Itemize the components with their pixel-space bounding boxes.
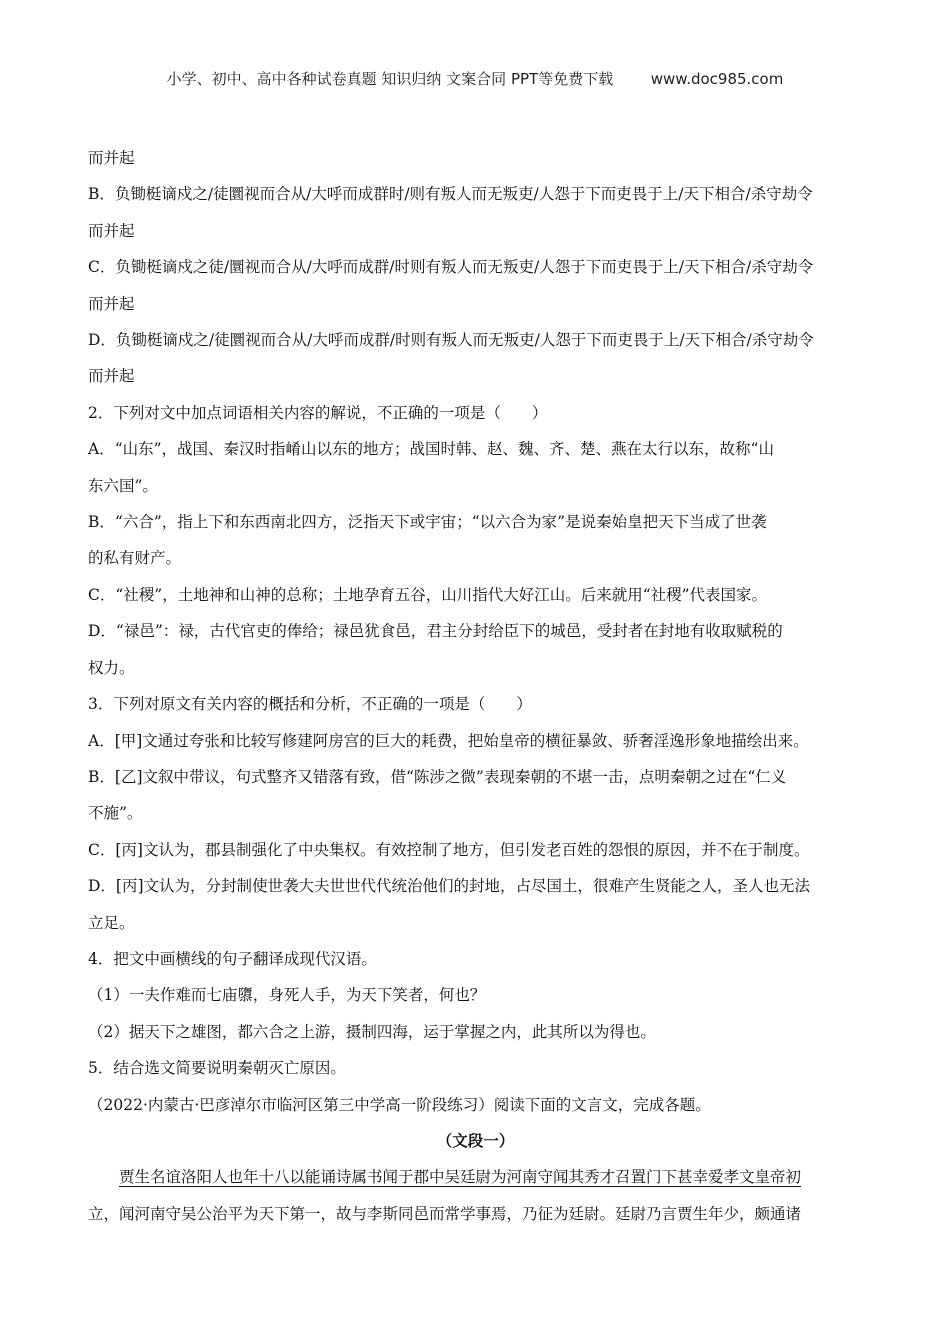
page-header	[0, 68, 950, 89]
q3-option-b: B．[乙]文叙中带议，句式整齐又错落有致，借“陈涉之微”表现秦朝的不堪一击，点明秦朝之过在“仁义	[88, 767, 787, 786]
header-text: 小学、初中、高中各种试卷真题 知识归纳 文案合同 PPT等免费下载	[166, 70, 614, 88]
source-note: （2022·内蒙古·巴彦淖尔市临河区第三中学高一阶段练习）阅读下面的文言文，完成各题。	[88, 1095, 711, 1114]
option-c: C．负锄梃谪戍之徒/圜视而合从/大呼而成群/时则有叛人而无叛吏/人怨于下而吏畏于上/天下相合/杀守劫令	[88, 258, 814, 277]
q2-option-b: B．“六合”，指上下和东西南北四方，泛指天下或宇宙；“以六合为家”是说秦始皇把天下当成了世袭	[88, 513, 767, 532]
question-3: 3．下列对原文有关内容的概括和分析，不正确的一项是（ ）	[88, 695, 532, 714]
text-line: 而并起	[88, 149, 135, 167]
text-line: 立足。	[88, 913, 135, 932]
q4-item-1: （1）一夫作难而七庙隳，身死人手，为天下笑者，何也？	[88, 986, 486, 1005]
q2-option-d: D．“禄邑”：禄，古代官吏的俸给；禄邑犹食邑，君主分封给臣下的城邑，受封者在封地有收取赋税的	[88, 622, 783, 641]
question-5: 5．结合选文简要说明秦朝灭亡原因。	[88, 1059, 346, 1078]
text-line: 不施”。	[88, 804, 143, 823]
option-d: D．负锄梃谪戍之/徒圜视而合从/大呼而成群/时则有叛人而无叛吏/人怨于下而吏畏于上/天下相合/杀守劫令	[88, 331, 814, 350]
text-line: 而并起	[88, 294, 135, 313]
passage-line: 立，闻河南守吴公治平为天下第一，故与李斯同邑而常学事焉，乃征为廷尉。廷尉乃言贾生年少，颇通诸	[88, 1204, 802, 1223]
text-line: 的私有财产。	[88, 549, 182, 568]
q2-option-a: A．“山东”，战国、秦汉时指崤山以东的地方；战国时韩、赵、魏、齐、楚、燕在太行以东，故称“山	[88, 440, 774, 459]
question-2: 2．下列对文中加点词语相关内容的解说，不正确的一项是（ ）	[88, 403, 548, 422]
q3-option-a: A．[甲]文通过夸张和比较写修建阿房宫的巨大的耗费，把始皇帝的横征暴敛、骄奢淫逸形象地描绘出来。	[88, 731, 809, 750]
text-line: 而并起	[88, 221, 135, 240]
document-body	[88, 140, 863, 1232]
header-url[interactable]: www.doc985.com	[650, 70, 784, 88]
passage-line: 贾生名谊洛阳人也年十八以能诵诗属书闻于郡中吴廷尉为河南守闻其秀才召置门下甚幸爱孝文皇帝初	[119, 1168, 802, 1187]
text-line: 东六国”。	[88, 476, 158, 495]
text-line: 而并起	[88, 367, 135, 386]
q3-option-c: C．[丙]文认为，郡县制强化了中央集权。有效控制了地方，但引发老百姓的怨恨的原因，并不在于制度。	[88, 840, 810, 859]
option-b: B．负锄梃谪戍之/徒圜视而合从/大呼而成群时/则有叛人而无叛吏/人怨于下而吏畏于上/天下相合/杀守劫令	[88, 185, 813, 204]
text-line: 权力。	[88, 658, 135, 677]
q2-option-c: C．“社稷”，土地神和山神的总称；土地孕育五谷，山川指代大好江山。后来就用“社稷”代表国家。	[88, 585, 768, 604]
q3-option-d: D．[丙]文认为，分封制使世袭大夫世世代代统治他们的封地，占尽国土，很难产生贤能之人，圣人也无法	[88, 877, 811, 896]
question-4: 4．把文中画横线的句子翻译成现代汉语。	[88, 949, 377, 968]
section-title: （文段一）	[436, 1130, 515, 1150]
q4-item-2: （2）据天下之雄图，都六合之上游，摄制四海，运于掌握之内，此其所以为得也。	[88, 1022, 656, 1041]
